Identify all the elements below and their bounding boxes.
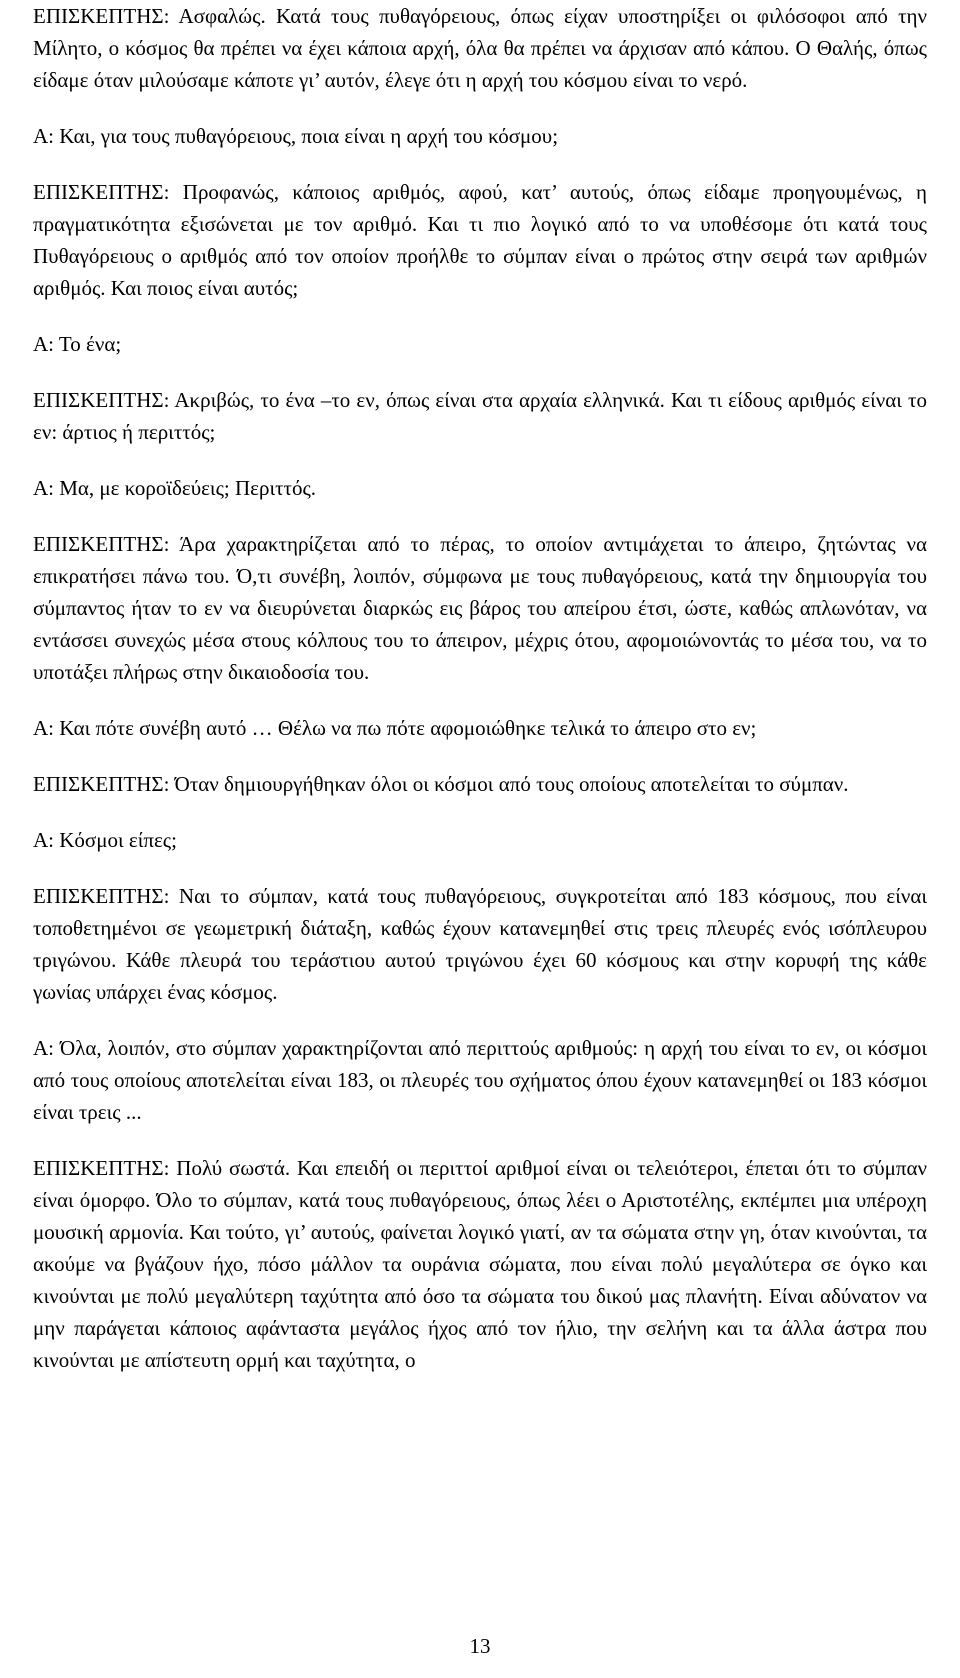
paragraph-visitor-5: ΕΠΙΣΚΕΠΤΗΣ: Όταν δημιουργήθηκαν όλοι οι κόσμοι από τους οποίους αποτελείται το σύμπαν. — [33, 772, 849, 796]
paragraph-visitor-7: ΕΠΙΣΚΕΠΤΗΣ: Πολύ σωστά. Και επειδή οι περιττοί αριθμοί είναι οι τελειότεροι, έπεται ότι το σύμπαν είναι όμορφο. Όλο το σύμπαν, κατά τους πυθαγόρειους, όπως λέει ο Αριστοτέλης, εκπέμπει μια υπέροχη μουσική αρμονία. Και τούτο, γι’ αυτούς, φαίνεται λογικό γιατί, αν τα σώματα στην γη, όταν κινούνται, τα ακούμε να βγάζουν ήχο, πόσο μάλλον τα ουράνια σώματα, που είναι πολύ μεγαλύτερα σε όγκο και κινούνται με πολύ μεγαλύτερη ταχύτητα από όσο τα σώματα του δικού μας πλανήτη. Είναι αδύνατον να μην παράγεται κάποιος αφάνταστα μεγάλος ήχος από τον ήλιο, την σελήνη και τα άλλα άστρα που κινούνται με απίστευτη ορμή και ταχύτητα, ο — [33, 1156, 927, 1372]
paragraph-a-1: Α: Και, για τους πυθαγόρειους, ποια είναι η αρχή του κόσμου; — [33, 124, 559, 148]
paragraph-visitor-2: ΕΠΙΣΚΕΠΤΗΣ: Προφανώς, κάποιος αριθμός, αφού, κατ’ αυτούς, όπως είδαμε προηγουμένως, η πραγματικότητα εξισώνεται με τον αριθμό. Και τι πιο λογικό από το να υποθέσομε ότι κατά τους Πυθαγόρειους ο αριθμός από τον οποίον προήλθε το σύμπαν είναι ο πρώτος στην σειρά των αριθμών αριθμός. Και ποιος είναι αυτός; — [33, 180, 927, 300]
paragraph-visitor-6: ΕΠΙΣΚΕΠΤΗΣ: Ναι το σύμπαν, κατά τους πυθαγόρειους, συγκροτείται από 183 κόσμους, που είναι τοποθετημένοι σε γεωμετρική διάταξη, καθώς έχουν κατανεμηθεί στις τρεις πλευρές ενός ισόπλευρου τριγώνου. Κάθε πλευρά του τεράστιου αυτού τριγώνου έχει 60 κόσμους και στην κορυφή της κάθε γωνίας υπάρχει ένας κόσμος. — [33, 884, 927, 1004]
paragraph-a-5: Α: Κόσμοι είπες; — [33, 828, 177, 852]
paragraph-visitor-1: ΕΠΙΣΚΕΠΤΗΣ: Ασφαλώς. Κατά τους πυθαγόρειους, όπως είχαν υποστηρίξει οι φιλόσοφοι από την Μίλητο, ο κόσμος θα πρέπει να έχει κάποια αρχή, όλα θα πρέπει να άρχισαν από κάπου. Ο Θαλής, όπως είδαμε όταν μιλούσαμε κάποτε γι’ αυτόν, έλεγε ότι η αρχή του κόσμου είναι το νερό. — [33, 4, 927, 92]
paragraph-a-6: Α: Όλα, λοιπόν, στο σύμπαν χαρακτηρίζονται από περιττούς αριθμούς: η αρχή του είναι το εν, οι κόσμοι από τους οποίους αποτελείται είναι 183, οι πλευρές του σχήματος όπου έχουν κατανεμηθεί οι 183 κόσμοι είναι τρεις ... — [33, 1036, 927, 1124]
paragraph-a-3: Α: Μα, με κοροϊδεύεις; Περιττός. — [33, 476, 317, 500]
paragraph-a-4: Α: Και πότε συνέβη αυτό … Θέλω να πω πότε αφομοιώθηκε τελικά το άπειρο στο εν; — [33, 716, 757, 740]
paragraph-a-2: Α: Το ένα; — [33, 332, 122, 356]
page-number: 13 — [469, 1634, 491, 1658]
paragraph-visitor-3: ΕΠΙΣΚΕΠΤΗΣ: Ακριβώς, το ένα –το εν, όπως είναι στα αρχαία ελληνικά. Και τι είδους αριθμός είναι το εν: άρτιος ή περιττός; — [33, 388, 927, 444]
paragraph-visitor-4: ΕΠΙΣΚΕΠΤΗΣ: Άρα χαρακτηρίζεται από το πέρας, το οποίον αντιμάχεται το άπειρο, ζητώντας να επικρατήσει πάνω του. Ό,τι συνέβη, λοιπόν, σύμφωνα με τους πυθαγόρειους, κατά την δημιουργία του σύμπαντος ήταν το εν να διευρύνεται διαρκώς εις βάρος του απείρου έτσι, ώστε, καθώς απλωνόταν, να εντάσσει συνεχώς μέσα στους κόλπους του το άπειρον, μέχρις ότου, αφομοιώνοντάς το μέσα του, να το υποτάξει πλήρως στην δικαιοδοσία του. — [33, 532, 927, 684]
document-page — [33, 0, 927, 1678]
